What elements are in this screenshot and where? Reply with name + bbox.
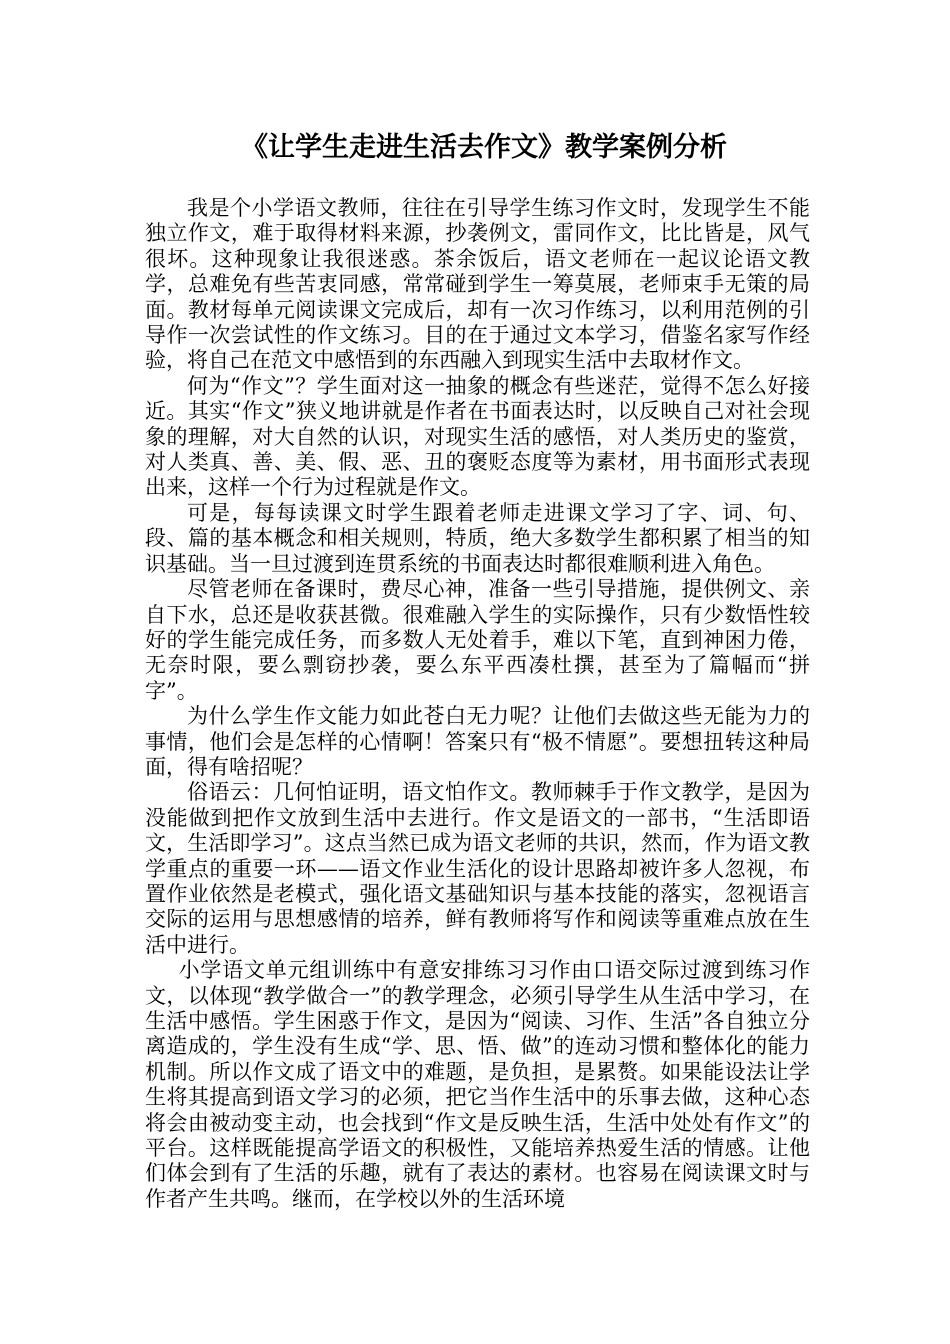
paragraph-1: 我是个小学语文教师，往往在引导学生练习作文时，发现学生不能独立作文，难于取得材料来源，抄袭例文，雷同作文，比比皆是，风气很坏。这种现象让我很迷惑。茶余饭后，语文老师在一起议论语文教学，总难免有些苦衷同感，常常碰到学生一筹莫展，老师束手无策的局面。教材每单元阅读课文完成后，却有一次习作练习，以利用范例的引导作一次尝试性的作文练习。目的在于通过文本学习，借鉴名家写作经验，将自己在范文中感悟到的东西融入到现实生活中去取材作文。 (145, 196, 810, 373)
paragraph-6: 俗语云：几何怕证明，语文怕作文。教师棘手于作文教学，是因为没能做到把作文放到生活中去进行。作文是语文的一部书，“生活即语文，生活即学习”。这点当然已成为语文老师的共识，然而，作为语文教学重点的重要一环——语文作业生活化的设计思路却被许多人忽视，布置作业依然是老模式，强化语文基础知识与基本技能的落实，忽视语言交际的运用与思想感情的培养，鲜有教师将写作和阅读等重难点放在生活中进行。 (145, 780, 810, 957)
document-title: 《让学生走进生活去作文》教学案例分析 (241, 132, 727, 163)
paragraph-3: 可是，每每读课文时学生跟着老师走进课文学习了字、词、句、段、篇的基本概念和相关规则，特质，绝大多数学生都积累了相当的知识基础。当一旦过渡到连贯系统的书面表达时都很难顺利进入角色。 (145, 500, 810, 576)
paragraph-5: 为什么学生作文能力如此苍白无力呢？让他们去做这些无能为力的事情，他们会是怎样的心情啊！答案只有“极不情愿”。要想扭转这种局面，得有啥招呢？ (145, 704, 810, 779)
paragraph-7: 小学语文单元组训练中有意安排练习习作由口语交际过渡到练习作文，以体现“教学做合一”的教学理念，必须引导学生从生活中学习，在生活中感悟。学生困惑于作文，是因为“阅读、习作、生活”各自独立分离造成的，学生没有生成“学、思、悟、做”的连动习惯和整体化的能力机制。所以作文成了语文中的难题，是负担，是累赘。如果能设法让学生将其提高到语文学习的必须，把它当作生活中的乐事去做，这种心态将会由被动变主动，也会找到“作文是反映生活，生活中处处有作文”的平台。这样既能提高学语文的积极性，又能培养热爱生活的情感。让他们体会到有了生活的乐趣，就有了表达的素材。也容易在阅读课文时与作者产生共鸣。继而，在学校以外的生活环境 (145, 958, 810, 1211)
document-body (145, 196, 810, 1212)
paragraph-2: 何为“作文”？学生面对这一抽象的概念有些迷茫，觉得不怎么好接近。其实“作文”狭义地讲就是作者在书面表达时，以反映自己对社会现象的理解，对大自然的认识，对现实生活的感悟，对人类历史的鉴赏，对人类真、善、美、假、恶、丑的褒贬态度等为素材，用书面形式表现出来，这样一个行为过程就是作文。 (145, 373, 810, 500)
paragraph-4: 尽管老师在备课时，费尽心神，准备一些引导措施，提供例文、亲自下水，总还是收获甚微。很难融入学生的实际操作，只有少数悟性较好的学生能完成任务，而多数人无处着手，难以下笔，直到神困力倦，无奈时限，要么剽窃抄袭，要么东平西凑杜撰，甚至为了篇幅而“拼字”。 (145, 577, 810, 703)
